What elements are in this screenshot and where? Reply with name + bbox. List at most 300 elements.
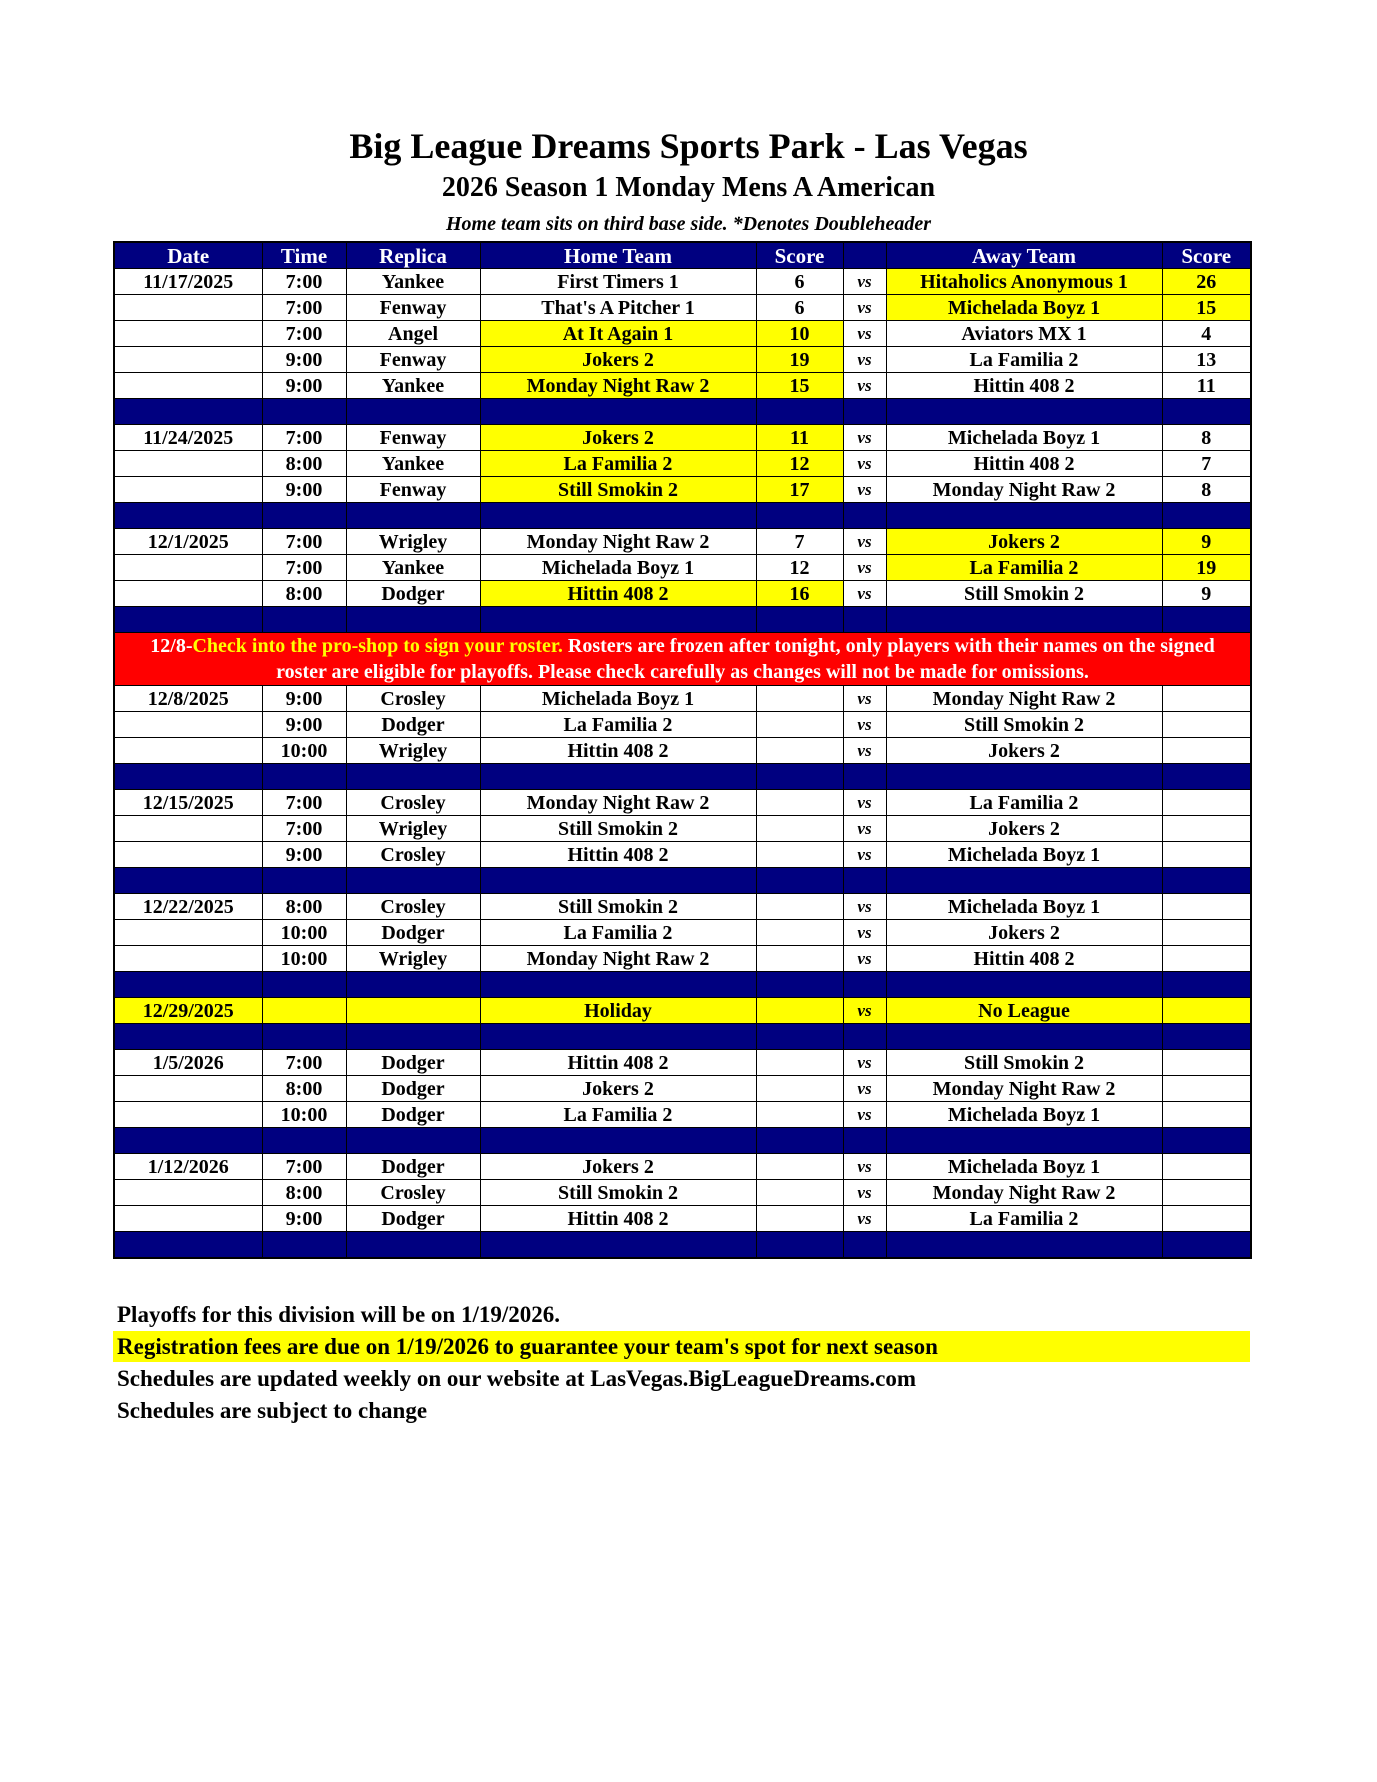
away-team: Monday Night Raw 2 [886,477,1162,503]
separator-cell [480,972,756,998]
separator-row [114,607,1251,633]
vs-label: vs [843,946,886,972]
away-team: Hittin 408 2 [886,946,1162,972]
game-replica: Crosley [346,790,480,816]
game-time: 8:00 [262,1076,346,1102]
separator-cell [843,764,886,790]
col-time: Time [262,242,346,269]
col-replica: Replica [346,242,480,269]
home-team: La Familia 2 [480,1102,756,1128]
game-date [114,347,262,373]
home-score [756,712,843,738]
separator-cell [843,1128,886,1154]
game-row [114,269,1251,295]
separator-row [114,764,1251,790]
away-team: Jokers 2 [886,738,1162,764]
col-home-score: Score [756,242,843,269]
away-score [1162,816,1251,842]
separator-cell [1162,1128,1251,1154]
game-time: 7:00 [262,425,346,451]
away-score [1162,1102,1251,1128]
notice-date: 12/8- [150,635,193,657]
home-score: 12 [756,555,843,581]
game-time: 9:00 [262,842,346,868]
separator-cell [480,1232,756,1259]
vs-label: vs [843,269,886,295]
game-row [114,321,1251,347]
game-time: 9:00 [262,686,346,712]
home-team: That's A Pitcher 1 [480,295,756,321]
col-vs [843,242,886,269]
away-score: 4 [1162,321,1251,347]
game-row [114,816,1251,842]
away-score [1162,790,1251,816]
game-row [114,946,1251,972]
separator-cell [346,399,480,425]
separator-cell [886,1232,1162,1259]
vs-label: vs [843,842,886,868]
home-score: 16 [756,581,843,607]
home-score: 15 [756,373,843,399]
game-row [114,425,1251,451]
away-team: Michelada Boyz 1 [886,1154,1162,1180]
vs-label: vs [843,477,886,503]
away-team: Jokers 2 [886,529,1162,555]
game-date: 11/17/2025 [114,269,262,295]
home-score [756,842,843,868]
home-score [756,1050,843,1076]
game-replica: Wrigley [346,529,480,555]
away-score [1162,1206,1251,1232]
separator-cell [480,1128,756,1154]
game-date [114,842,262,868]
game-time: 10:00 [262,738,346,764]
home-score [756,920,843,946]
vs-label: vs [843,712,886,738]
game-replica: Dodger [346,1206,480,1232]
separator-cell [756,1128,843,1154]
game-replica: Dodger [346,1076,480,1102]
away-score: 19 [1162,555,1251,581]
game-replica: Crosley [346,842,480,868]
away-team: Still Smokin 2 [886,1050,1162,1076]
home-team: La Familia 2 [480,451,756,477]
separator-cell [843,1232,886,1259]
game-date [114,581,262,607]
away-score: 9 [1162,581,1251,607]
game-row [114,1180,1251,1206]
game-date [114,477,262,503]
away-score [1162,1076,1251,1102]
separator-cell [114,764,262,790]
separator-cell [114,972,262,998]
game-time: 9:00 [262,712,346,738]
game-date: 12/15/2025 [114,790,262,816]
separator-cell [346,503,480,529]
game-date [114,451,262,477]
notice-text: Rosters are frozen after tonight, only players with their names on the signed roster are eligible for playoffs. Please check carefully as changes will not be made for omissions. [276,635,1215,683]
separator-cell [756,399,843,425]
game-row [114,581,1251,607]
away-team: Jokers 2 [886,816,1162,842]
separator-cell [114,399,262,425]
game-row [114,1102,1251,1128]
game-replica: Dodger [346,920,480,946]
home-team: Jokers 2 [480,425,756,451]
game-time: 7:00 [262,1154,346,1180]
home-score [756,946,843,972]
game-replica: Dodger [346,1102,480,1128]
game-date [114,373,262,399]
away-team: Hittin 408 2 [886,373,1162,399]
game-date: 12/1/2025 [114,529,262,555]
roster-notice [114,633,1251,686]
away-team: Monday Night Raw 2 [886,1180,1162,1206]
game-time: 7:00 [262,1050,346,1076]
game-replica: Yankee [346,451,480,477]
separator-cell [886,1128,1162,1154]
separator-cell [886,607,1162,633]
home-score: 6 [756,295,843,321]
vs-label: vs [843,1050,886,1076]
home-team: Still Smokin 2 [480,477,756,503]
separator-cell [114,503,262,529]
home-score [756,1206,843,1232]
separator-cell [480,503,756,529]
game-row [114,712,1251,738]
away-score [1162,712,1251,738]
col-date: Date [114,242,262,269]
home-team: Monday Night Raw 2 [480,529,756,555]
away-score [1162,1154,1251,1180]
away-score [1162,738,1251,764]
game-replica: Yankee [346,555,480,581]
game-replica: Yankee [346,373,480,399]
home-team: Michelada Boyz 1 [480,686,756,712]
separator-cell [262,868,346,894]
vs-label: vs [843,1076,886,1102]
separator-cell [346,972,480,998]
vs-label: vs [843,451,886,477]
notice-highlight: Check into the pro-shop to sign your roster. [192,635,563,657]
home-team: Still Smokin 2 [480,894,756,920]
separator-cell [1162,764,1251,790]
separator-cell [756,503,843,529]
game-time: 7:00 [262,295,346,321]
away-team: Michelada Boyz 1 [886,894,1162,920]
separator-cell [1162,1024,1251,1050]
away-team: Michelada Boyz 1 [886,425,1162,451]
game-row [114,686,1251,712]
away-score: 9 [1162,529,1251,555]
home-score: 19 [756,347,843,373]
game-replica: Wrigley [346,816,480,842]
home-team: First Timers 1 [480,269,756,295]
separator-cell [843,607,886,633]
away-team: Aviators MX 1 [886,321,1162,347]
away-team: Michelada Boyz 1 [886,1102,1162,1128]
separator-cell [756,868,843,894]
change-note: Schedules are subject to change [117,1398,428,1423]
away-score: 7 [1162,451,1251,477]
game-time: 10:00 [262,946,346,972]
schedule-note: Home team sits on third base side. *Denotes Doubleheader [446,213,931,235]
separator-cell [886,399,1162,425]
game-time: 7:00 [262,529,346,555]
away-score: 13 [1162,347,1251,373]
away-team: Hitaholics Anonymous 1 [886,269,1162,295]
home-score [756,738,843,764]
game-date [114,321,262,347]
away-score: 8 [1162,477,1251,503]
game-row [114,1154,1251,1180]
home-team: Hittin 408 2 [480,1206,756,1232]
game-date [114,1180,262,1206]
home-team: Jokers 2 [480,1154,756,1180]
vs-label: vs [843,1206,886,1232]
game-time: 9:00 [262,1206,346,1232]
game-time: 8:00 [262,581,346,607]
separator-cell [886,503,1162,529]
vs-label: vs [843,686,886,712]
game-date: 12/22/2025 [114,894,262,920]
separator-cell [1162,1232,1251,1259]
home-score [756,790,843,816]
away-team: Still Smokin 2 [886,581,1162,607]
game-date [114,295,262,321]
game-time: 7:00 [262,321,346,347]
game-date [114,712,262,738]
schedule-body [114,269,1251,1259]
page-title: Big League Dreams Sports Park - Las Vegas [349,126,1028,166]
away-team: Still Smokin 2 [886,712,1162,738]
game-time: 10:00 [262,1102,346,1128]
vs-label: vs [843,894,886,920]
separator-cell [843,503,886,529]
game-time: 7:00 [262,816,346,842]
vs-label: vs [843,920,886,946]
away-score: 26 [1162,269,1251,295]
separator-cell [756,764,843,790]
home-team: Jokers 2 [480,347,756,373]
game-row [114,451,1251,477]
home-team: Jokers 2 [480,1076,756,1102]
separator-cell [480,868,756,894]
separator-cell [756,1024,843,1050]
vs-label: vs [843,321,886,347]
separator-cell [480,764,756,790]
holiday-row [114,998,1251,1024]
home-score: 12 [756,451,843,477]
vs-label: vs [843,816,886,842]
game-replica [346,998,480,1024]
separator-cell [756,1232,843,1259]
away-team: Jokers 2 [886,920,1162,946]
home-score: 17 [756,477,843,503]
game-row [114,373,1251,399]
separator-cell [114,868,262,894]
away-score [1162,1050,1251,1076]
separator-cell [1162,399,1251,425]
separator-cell [262,1024,346,1050]
game-date: 12/8/2025 [114,686,262,712]
vs-label: vs [843,373,886,399]
away-score: 15 [1162,295,1251,321]
game-date [114,1206,262,1232]
game-time: 8:00 [262,451,346,477]
away-score [1162,894,1251,920]
vs-label: vs [843,1154,886,1180]
game-row [114,1206,1251,1232]
col-home-team: Home Team [480,242,756,269]
game-date: 1/12/2026 [114,1154,262,1180]
home-team: Hittin 408 2 [480,581,756,607]
home-team: Hittin 408 2 [480,738,756,764]
website-note: Schedules are updated weekly on our website at LasVegas.BigLeagueDreams.com [117,1366,917,1391]
separator-cell [480,1024,756,1050]
home-team: Monday Night Raw 2 [480,373,756,399]
vs-label: vs [843,347,886,373]
separator-cell [1162,503,1251,529]
game-row [114,1076,1251,1102]
separator-cell [346,1024,480,1050]
division-title: 2026 Season 1 Monday Mens A American [441,172,936,203]
separator-row [114,1024,1251,1050]
vs-label: vs [843,998,886,1024]
separator-cell [346,1128,480,1154]
home-score [756,686,843,712]
game-replica: Fenway [346,477,480,503]
vs-label: vs [843,295,886,321]
game-date: 12/29/2025 [114,998,262,1024]
game-replica: Fenway [346,295,480,321]
separator-cell [346,868,480,894]
game-replica: Dodger [346,1154,480,1180]
game-time: 9:00 [262,347,346,373]
game-date [114,946,262,972]
home-team: Hittin 408 2 [480,842,756,868]
home-score: 6 [756,269,843,295]
game-replica: Fenway [346,347,480,373]
separator-cell [262,399,346,425]
game-replica: Crosley [346,1180,480,1206]
away-score [1162,946,1251,972]
away-team: La Familia 2 [886,790,1162,816]
away-team: Monday Night Raw 2 [886,1076,1162,1102]
schedule-table [113,241,1252,1259]
separator-row [114,1128,1251,1154]
separator-cell [886,764,1162,790]
home-score: 10 [756,321,843,347]
roster-notice-row [114,633,1251,686]
game-row [114,555,1251,581]
away-score [1162,1180,1251,1206]
game-replica: Wrigley [346,946,480,972]
game-date: 1/5/2026 [114,1050,262,1076]
home-team: La Familia 2 [480,920,756,946]
separator-cell [756,972,843,998]
away-score [1162,842,1251,868]
game-date [114,738,262,764]
away-score [1162,920,1251,946]
separator-cell [480,607,756,633]
home-team: Hittin 408 2 [480,1050,756,1076]
game-date: 11/24/2025 [114,425,262,451]
game-row [114,477,1251,503]
home-score [756,1180,843,1206]
game-replica: Crosley [346,894,480,920]
home-score [756,1154,843,1180]
col-away-score: Score [1162,242,1251,269]
home-score: 7 [756,529,843,555]
game-time: 8:00 [262,1180,346,1206]
game-time: 7:00 [262,555,346,581]
separator-cell [346,764,480,790]
separator-cell [346,1232,480,1259]
game-replica: Fenway [346,425,480,451]
separator-cell [346,607,480,633]
separator-row [114,868,1251,894]
game-row [114,894,1251,920]
game-row [114,790,1251,816]
separator-cell [262,1128,346,1154]
vs-label: vs [843,529,886,555]
vs-label: vs [843,555,886,581]
game-row [114,347,1251,373]
game-row [114,295,1251,321]
game-replica: Yankee [346,269,480,295]
game-time [262,998,346,1024]
separator-cell [1162,607,1251,633]
game-time: 9:00 [262,477,346,503]
separator-row [114,399,1251,425]
vs-label: vs [843,425,886,451]
away-team: Hittin 408 2 [886,451,1162,477]
separator-cell [843,1024,886,1050]
game-time: 8:00 [262,894,346,920]
separator-cell [843,972,886,998]
separator-cell [114,607,262,633]
away-score: 11 [1162,373,1251,399]
home-team: Monday Night Raw 2 [480,946,756,972]
home-team: Monday Night Raw 2 [480,790,756,816]
separator-cell [262,503,346,529]
game-row [114,842,1251,868]
game-row [114,1050,1251,1076]
separator-cell [480,399,756,425]
home-team: Michelada Boyz 1 [480,555,756,581]
separator-cell [114,1232,262,1259]
away-team: La Familia 2 [886,1206,1162,1232]
home-score [756,816,843,842]
vs-label: vs [843,738,886,764]
game-time: 9:00 [262,373,346,399]
separator-cell [114,1128,262,1154]
home-score [756,1076,843,1102]
separator-cell [262,607,346,633]
home-score [756,998,843,1024]
separator-cell [843,399,886,425]
away-team: Monday Night Raw 2 [886,686,1162,712]
away-score: 8 [1162,425,1251,451]
game-date [114,816,262,842]
registration-note: Registration fees are due on 1/19/2026 to guarantee your team's spot for next season [113,1331,1250,1362]
separator-cell [886,1024,1162,1050]
away-team: La Familia 2 [886,347,1162,373]
home-team: At It Again 1 [480,321,756,347]
separator-row [114,972,1251,998]
away-team: No League [886,998,1162,1024]
